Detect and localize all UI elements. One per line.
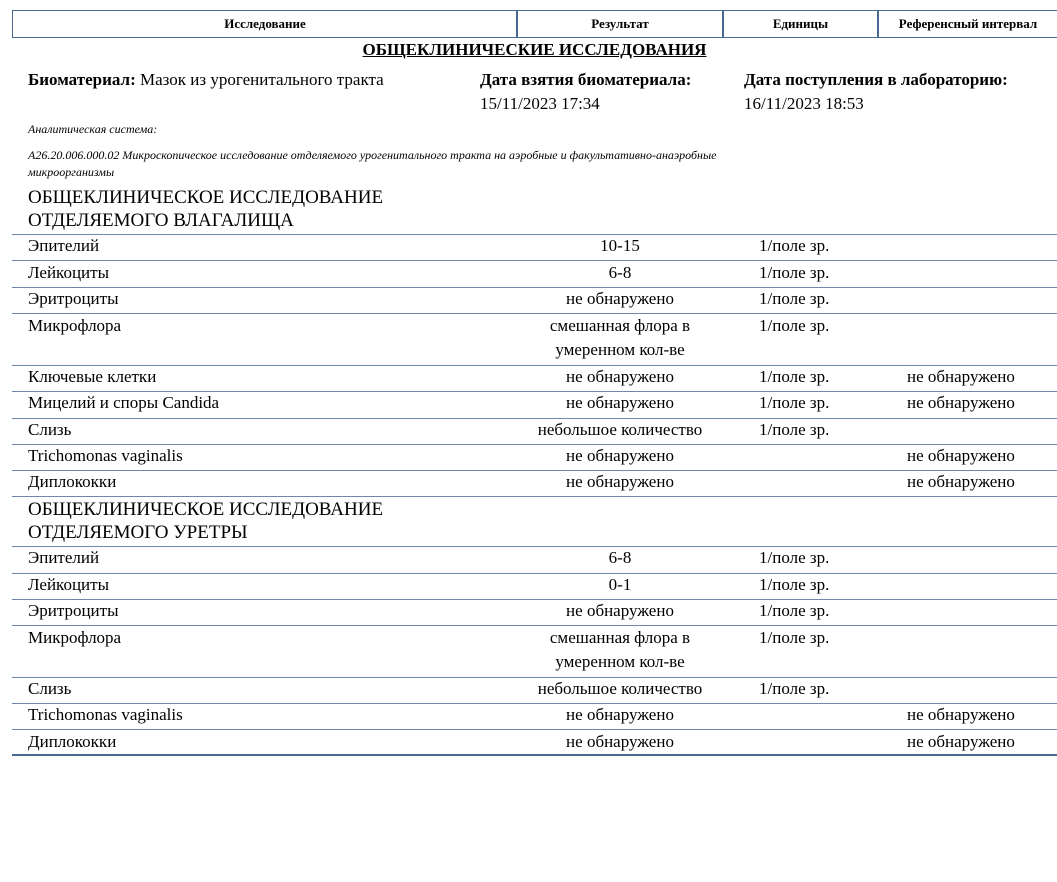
header-col-ref — [877, 10, 1057, 38]
row-name: Диплококки — [28, 732, 117, 751]
row-unit: 1/поле зр. — [759, 263, 830, 282]
row-name: Слизь — [28, 420, 72, 439]
row-divider — [12, 573, 1057, 574]
row-divider — [12, 260, 1057, 261]
method-line-2: микроорганизмы — [28, 165, 115, 179]
row-name: Слизь — [28, 679, 72, 698]
header-col-ref-label: Референсный интервал — [898, 16, 1038, 31]
row-divider — [12, 599, 1057, 600]
header-col-result-label: Результат — [591, 16, 649, 31]
row-result: не обнаружено — [566, 367, 674, 386]
row-divider — [12, 729, 1057, 730]
row-divider — [12, 418, 1057, 419]
row-divider — [12, 625, 1057, 626]
row-ref: не обнаружено — [907, 446, 1015, 465]
row-result: смешанная флора в — [549, 628, 691, 647]
row-result: 10-15 — [600, 236, 640, 255]
row-unit: 1/поле зр. — [759, 575, 830, 594]
row-result: не обнаружено — [566, 289, 674, 308]
row-divider — [12, 287, 1057, 288]
row-result: смешанная флора в — [549, 316, 691, 335]
row-result: небольшое количество — [537, 679, 703, 698]
header-col-units — [722, 10, 879, 38]
row-name: Лейкоциты — [28, 575, 109, 594]
header-col-units-label: Единицы — [772, 16, 829, 31]
row-name: Мицелий и споры Candida — [28, 393, 220, 412]
row-divider — [12, 234, 1057, 235]
row-result: 6-8 — [608, 548, 632, 567]
section-1-title-line-1: ОБЩЕКЛИНИЧЕСКОЕ ИССЛЕДОВАНИЕ — [28, 187, 384, 208]
row-result: не обнаружено — [566, 446, 674, 465]
row-result: 0-1 — [608, 575, 632, 594]
date-taken-value: 15/11/2023 17:34 — [480, 94, 600, 113]
section-1-title-line-2: ОТДЕЛЯЕМОГО ВЛАГАЛИЩА — [28, 210, 294, 231]
row-unit: 1/поле зр. — [759, 393, 830, 412]
row-divider — [12, 496, 1057, 497]
row-result: не обнаружено — [566, 705, 674, 724]
row-ref: не обнаружено — [907, 705, 1015, 724]
row-result: небольшое количество — [537, 420, 703, 439]
row-divider — [12, 470, 1057, 471]
row-divider — [12, 313, 1057, 314]
row-name: Ключевые клетки — [28, 367, 157, 386]
row-unit: 1/поле зр. — [759, 548, 830, 567]
section-2-title — [28, 498, 383, 544]
row-divider — [12, 703, 1057, 704]
row-name: Диплококки — [28, 472, 117, 491]
row-ref: не обнаружено — [907, 393, 1015, 412]
row-name: Эритроциты — [28, 289, 119, 308]
header-col-test-label: Исследование — [224, 16, 306, 31]
row-unit: 1/поле зр. — [759, 236, 830, 255]
row-name: Эритроциты — [28, 601, 119, 620]
section-1-title — [28, 186, 383, 232]
section-2-title-line-1: ОБЩЕКЛИНИЧЕСКОЕ ИССЛЕДОВАНИЕ — [28, 499, 384, 520]
row-name: Микрофлора — [28, 628, 122, 647]
biomaterial-value: Мазок из урогенитального тракта — [139, 70, 384, 89]
row-name: Trichomonas vaginalis — [28, 446, 183, 465]
biomaterial-label: Биоматериал: — [28, 70, 136, 89]
date-received-label: Дата поступления в лабораторию: — [744, 70, 1008, 89]
row-ref: не обнаружено — [907, 367, 1015, 386]
header-col-result — [516, 10, 724, 38]
biomaterial — [28, 70, 384, 90]
row-unit: 1/поле зр. — [759, 628, 830, 647]
table-bottom-border — [12, 754, 1057, 756]
row-unit: 1/поле зр. — [759, 289, 830, 308]
row-result: не обнаружено — [566, 601, 674, 620]
row-name: Эпителий — [28, 548, 100, 567]
header-col-test — [12, 10, 518, 38]
row-unit: 1/поле зр. — [759, 420, 830, 439]
date-taken-label: Дата взятия биоматериала: — [480, 70, 692, 89]
row-result-line-2: умеренном кол-ве — [555, 652, 685, 671]
row-unit: 1/поле зр. — [759, 367, 830, 386]
row-result: 6-8 — [608, 263, 632, 282]
row-name: Эпителий — [28, 236, 100, 255]
row-result: не обнаружено — [566, 472, 674, 491]
row-divider — [12, 391, 1057, 392]
row-result-line-2: умеренном кол-ве — [555, 340, 685, 359]
row-divider — [12, 365, 1057, 366]
date-received-value: 16/11/2023 18:53 — [744, 94, 864, 113]
row-divider — [12, 546, 1057, 547]
row-name: Микрофлора — [28, 316, 122, 335]
row-name: Trichomonas vaginalis — [28, 705, 183, 724]
row-divider — [12, 677, 1057, 678]
row-ref: не обнаружено — [907, 472, 1015, 491]
row-result: не обнаружено — [566, 732, 674, 751]
row-ref: не обнаружено — [907, 732, 1015, 751]
main-title: ОБЩЕКЛИНИЧЕСКИЕ ИССЛЕДОВАНИЯ — [362, 40, 707, 59]
row-name: Лейкоциты — [28, 263, 109, 282]
section-2-title-line-2: ОТДЕЛЯЕМОГО УРЕТРЫ — [28, 522, 248, 543]
method-line-1: A26.20.006.000.02 Микроскопическое исследование отделяемого урогенитального тракта на аэробные и факультативно-анаэробные — [28, 148, 717, 162]
analytic-system: Аналитическая система: — [28, 122, 158, 136]
row-unit: 1/поле зр. — [759, 316, 830, 335]
row-unit: 1/поле зр. — [759, 601, 830, 620]
row-divider — [12, 444, 1057, 445]
row-result: не обнаружено — [566, 393, 674, 412]
row-unit: 1/поле зр. — [759, 679, 830, 698]
